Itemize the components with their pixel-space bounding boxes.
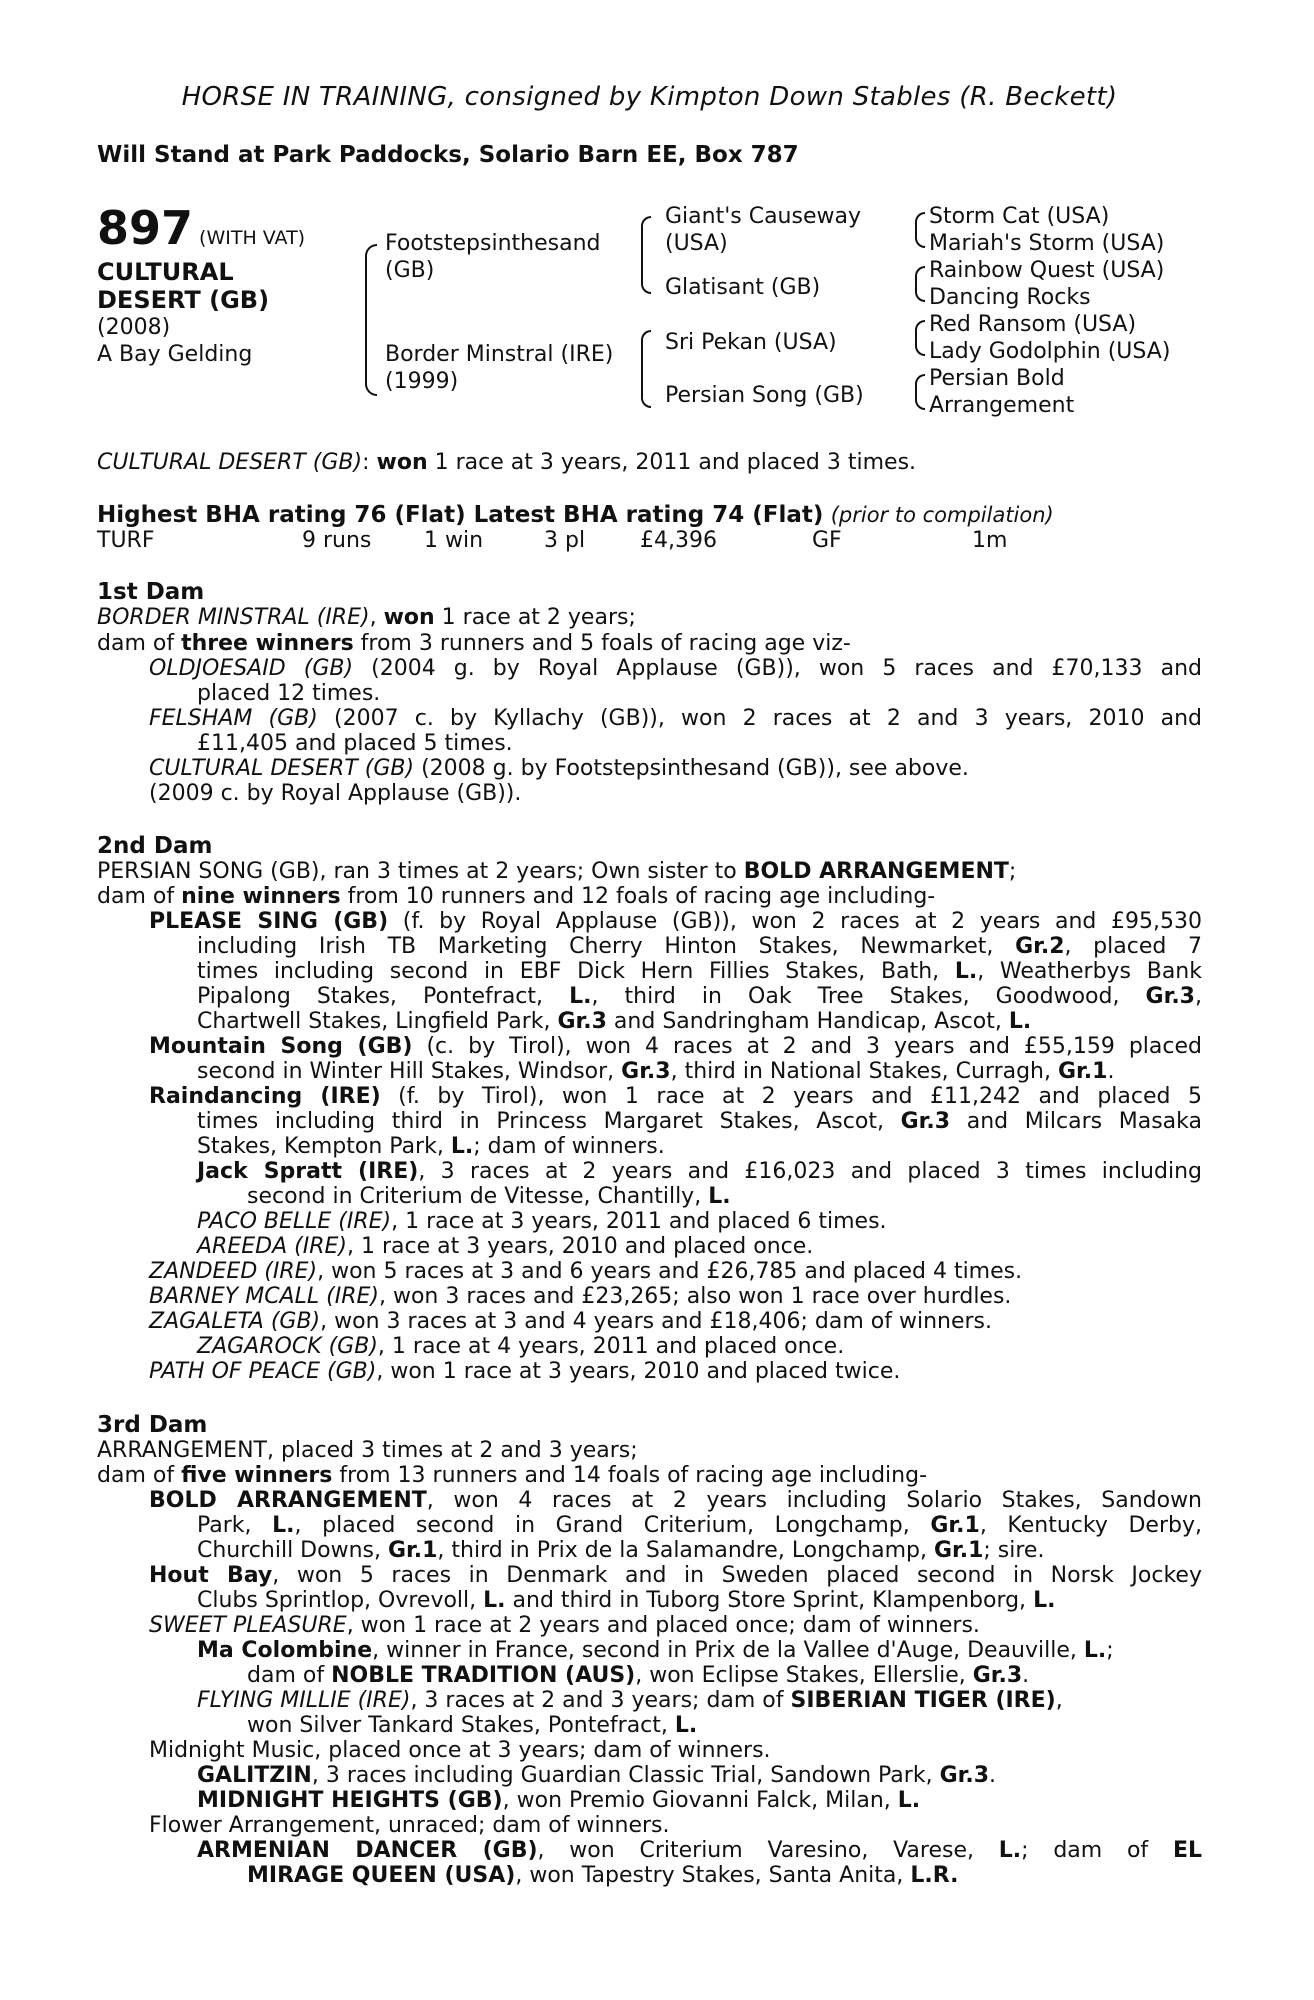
stand-location: Will Stand at Park Paddocks, Solario Barn EE, Box 787 [97, 142, 799, 168]
grandparent: Red Ransom (USA) [929, 312, 1137, 337]
produce-record: Park, L., placed second in Grand Criterium, Longchamp, Gr.1, Kentucky Derby, [197, 1513, 1202, 1538]
produce-record: MIRAGE QUEEN (USA), won Tapestry Stakes, Santa Anita, L.R. [247, 1863, 959, 1888]
grandparent: Mariah's Storm (USA) [929, 231, 1165, 256]
vat-note: (WITH VAT) [199, 227, 306, 249]
produce-record: PATH OF PEACE (GB), won 1 race at 3 years, 2010 and placed twice. [149, 1359, 901, 1384]
third-dam-heading: 3rd Dam [97, 1412, 208, 1438]
pedigree-brace [915, 320, 925, 356]
dam: Border Minstral (IRE) (1999) [385, 342, 614, 394]
produce-record: Chartwell Stakes, Lingfield Park, Gr.3 and Sandringham Handicap, Ascot, L. [197, 1009, 1032, 1034]
dam-line: BORDER MINSTRAL (IRE), won 1 race at 2 years; [97, 605, 636, 630]
produce-record: SWEET PLEASURE, won 1 race at 2 years and placed once; dam of winners. [149, 1613, 980, 1638]
produce-record: £11,405 and placed 5 times. [197, 731, 513, 756]
produce-record: times including third in Princess Margaret Stakes, Ascot, Gr.3 and Milcars Masaka [197, 1109, 1202, 1134]
produce-record: Pipalong Stakes, Pontefract, L., third in Oak Tree Stakes, Goodwood, Gr.3, [197, 984, 1202, 1009]
race-summary: CULTURAL DESERT (GB): won 1 race at 3 years, 2011 and placed 3 times. [97, 450, 917, 475]
produce-record: second in Winter Hill Stakes, Windsor, Gr.3, third in National Stakes, Curragh, Gr.1. [197, 1059, 1115, 1084]
produce-record: FELSHAM (GB) (2007 c. by Kyllachy (GB)), won 2 races at 2 and 3 years, 2010 and [149, 706, 1203, 731]
pedigree-brace [915, 374, 925, 410]
produce-record: including Irish TB Marketing Cherry Hinton Stakes, Newmarket, Gr.2, placed 7 [197, 934, 1202, 959]
produce-record: AREEDA (IRE), 1 race at 3 years, 2010 and placed once. [197, 1234, 814, 1259]
consignor-header: HORSE IN TRAINING, consigned by Kimpton Down Stables (R. Beckett) [181, 82, 1118, 112]
produce-record: Ma Colombine, winner in France, second in Prix de la Vallee d'Auge, Deauville, L.; [197, 1638, 1114, 1663]
produce-record: second in Criterium de Vitesse, Chantilly, L. [247, 1184, 731, 1209]
produce-record: PACO BELLE (IRE), 1 race at 3 years, 2011 and placed 6 times. [197, 1209, 887, 1234]
lot-block [97, 201, 306, 368]
dam-of-sire: Glatisant (GB) [665, 275, 821, 300]
grandparent: Lady Godolphin (USA) [929, 339, 1171, 364]
second-dam-heading: 2nd Dam [97, 833, 213, 859]
produce-record: CULTURAL DESERT (GB) (2008 g. by Footstepsinthesand (GB)), see above. [149, 756, 969, 781]
produce-record: GALITZIN, 3 races including Guardian Classic Trial, Sandown Park, Gr.3. [197, 1763, 996, 1788]
produce-record: ZANDEED (IRE), won 5 races at 3 and 6 years and £26,785 and placed 4 times. [149, 1259, 1023, 1284]
lot-number: 897 [97, 201, 194, 255]
produce-record: Hout Bay, won 5 races in Denmark and in Sweden placed second in Norsk Jockey [149, 1563, 1202, 1588]
grandparent: Storm Cat (USA) [929, 204, 1110, 229]
sire-of-dam: Sri Pekan (USA) [665, 330, 837, 355]
produce-record: ZAGAROCK (GB), 1 race at 4 years, 2011 and placed once. [197, 1334, 845, 1359]
produce-record: placed 12 times. [197, 681, 381, 706]
produce-record: ARMENIAN DANCER (GB), won Criterium Varesino, Varese, L.; dam of EL [197, 1838, 1202, 1863]
bha-rating: Highest BHA rating 76 (Flat) Latest BHA rating 74 (Flat) (prior to compilation) [97, 502, 1054, 528]
pedigree-brace [365, 244, 377, 396]
dam-line: PERSIAN SONG (GB), ran 3 times at 2 years; Own sister to BOLD ARRANGEMENT; [97, 859, 1017, 884]
sire-of-sire: Giant's Causeway (USA) [665, 204, 861, 256]
produce-record: ZAGALETA (GB), won 3 races at 3 and 4 years and £18,406; dam of winners. [149, 1309, 992, 1334]
first-dam-heading: 1st Dam [97, 579, 205, 605]
produce-record: Clubs Sprintlop, Ovrevoll, L. and third in Tuborg Store Sprint, Klampenborg, L. [197, 1588, 1056, 1613]
dam-line: dam of nine winners from 10 runners and 12 foals of racing age including- [97, 884, 936, 909]
race-record: TURF 9 runs 1 win 3 pl £4,396 GF 1m [97, 528, 1008, 553]
horse-name: CULTURAL DESERT (GB) [97, 258, 270, 314]
foaling-year: (2008) [97, 315, 171, 340]
dam-line: dam of five winners from 13 runners and 14 foals of racing age including- [97, 1463, 928, 1488]
produce-record: Jack Spratt (IRE), 3 races at 2 years and £16,023 and placed 3 times including [197, 1159, 1202, 1184]
produce-record: won Silver Tankard Stakes, Pontefract, L. [247, 1713, 698, 1738]
produce-record: FLYING MILLIE (IRE), 3 races at 2 and 3 years; dam of SIBERIAN TIGER (IRE), [197, 1688, 1063, 1713]
produce-record: MIDNIGHT HEIGHTS (GB), won Premio Giovanni Falck, Milan, L. [197, 1788, 921, 1813]
grandparent: Rainbow Quest (USA) [929, 258, 1165, 283]
produce-record: Mountain Song (GB) (c. by Tirol), won 4 races at 2 and 3 years and £55,159 placed [149, 1034, 1202, 1059]
grandparent: Dancing Rocks [929, 285, 1091, 310]
dam-line: dam of three winners from 3 runners and 5 foals of racing age viz- [97, 631, 851, 656]
pedigree-brace [915, 212, 925, 248]
produce-record: BOLD ARRANGEMENT, won 4 races at 2 years including Solario Stakes, Sandown [149, 1488, 1203, 1513]
horse-description: A Bay Gelding [97, 342, 253, 367]
produce-record: dam of NOBLE TRADITION (AUS), won Eclipse Stakes, Ellerslie, Gr.3. [247, 1663, 1030, 1688]
dam-of-dam: Persian Song (GB) [665, 383, 864, 408]
produce-record: Flower Arrangement, unraced; dam of winners. [149, 1813, 670, 1838]
grandparent: Persian Bold [929, 366, 1065, 391]
produce-record: OLDJOESAID (GB) (2004 g. by Royal Applause (GB)), won 5 races and £70,133 and [149, 656, 1202, 681]
grandparent: Arrangement [929, 393, 1075, 418]
produce-record: (2009 c. by Royal Applause (GB)). [149, 781, 522, 806]
dam-line: ARRANGEMENT, placed 3 times at 2 and 3 years; [97, 1438, 638, 1463]
produce-record: Stakes, Kempton Park, L.; dam of winners. [197, 1134, 665, 1159]
produce-record: Midnight Music, placed once at 3 years; dam of winners. [149, 1738, 771, 1763]
produce-record: Raindancing (IRE) (f. by Tirol), won 1 race at 2 years and £11,242 and placed 5 [149, 1084, 1202, 1109]
sire: Footstepsinthesand (GB) [385, 231, 601, 283]
produce-record: BARNEY MCALL (IRE), won 3 races and £23,265; also won 1 race over hurdles. [149, 1284, 1012, 1309]
produce-record: times including second in EBF Dick Hern Fillies Stakes, Bath, L., Weatherbys Bank [197, 959, 1202, 984]
produce-record: Churchill Downs, Gr.1, third in Prix de la Salamandre, Longchamp, Gr.1; sire. [197, 1538, 1045, 1563]
pedigree-brace [915, 266, 925, 302]
produce-record: PLEASE SING (GB) (f. by Royal Applause (GB)), won 2 races at 2 years and £95,530 [149, 909, 1202, 934]
pedigree-brace [641, 330, 651, 408]
pedigree-brace [641, 216, 651, 294]
